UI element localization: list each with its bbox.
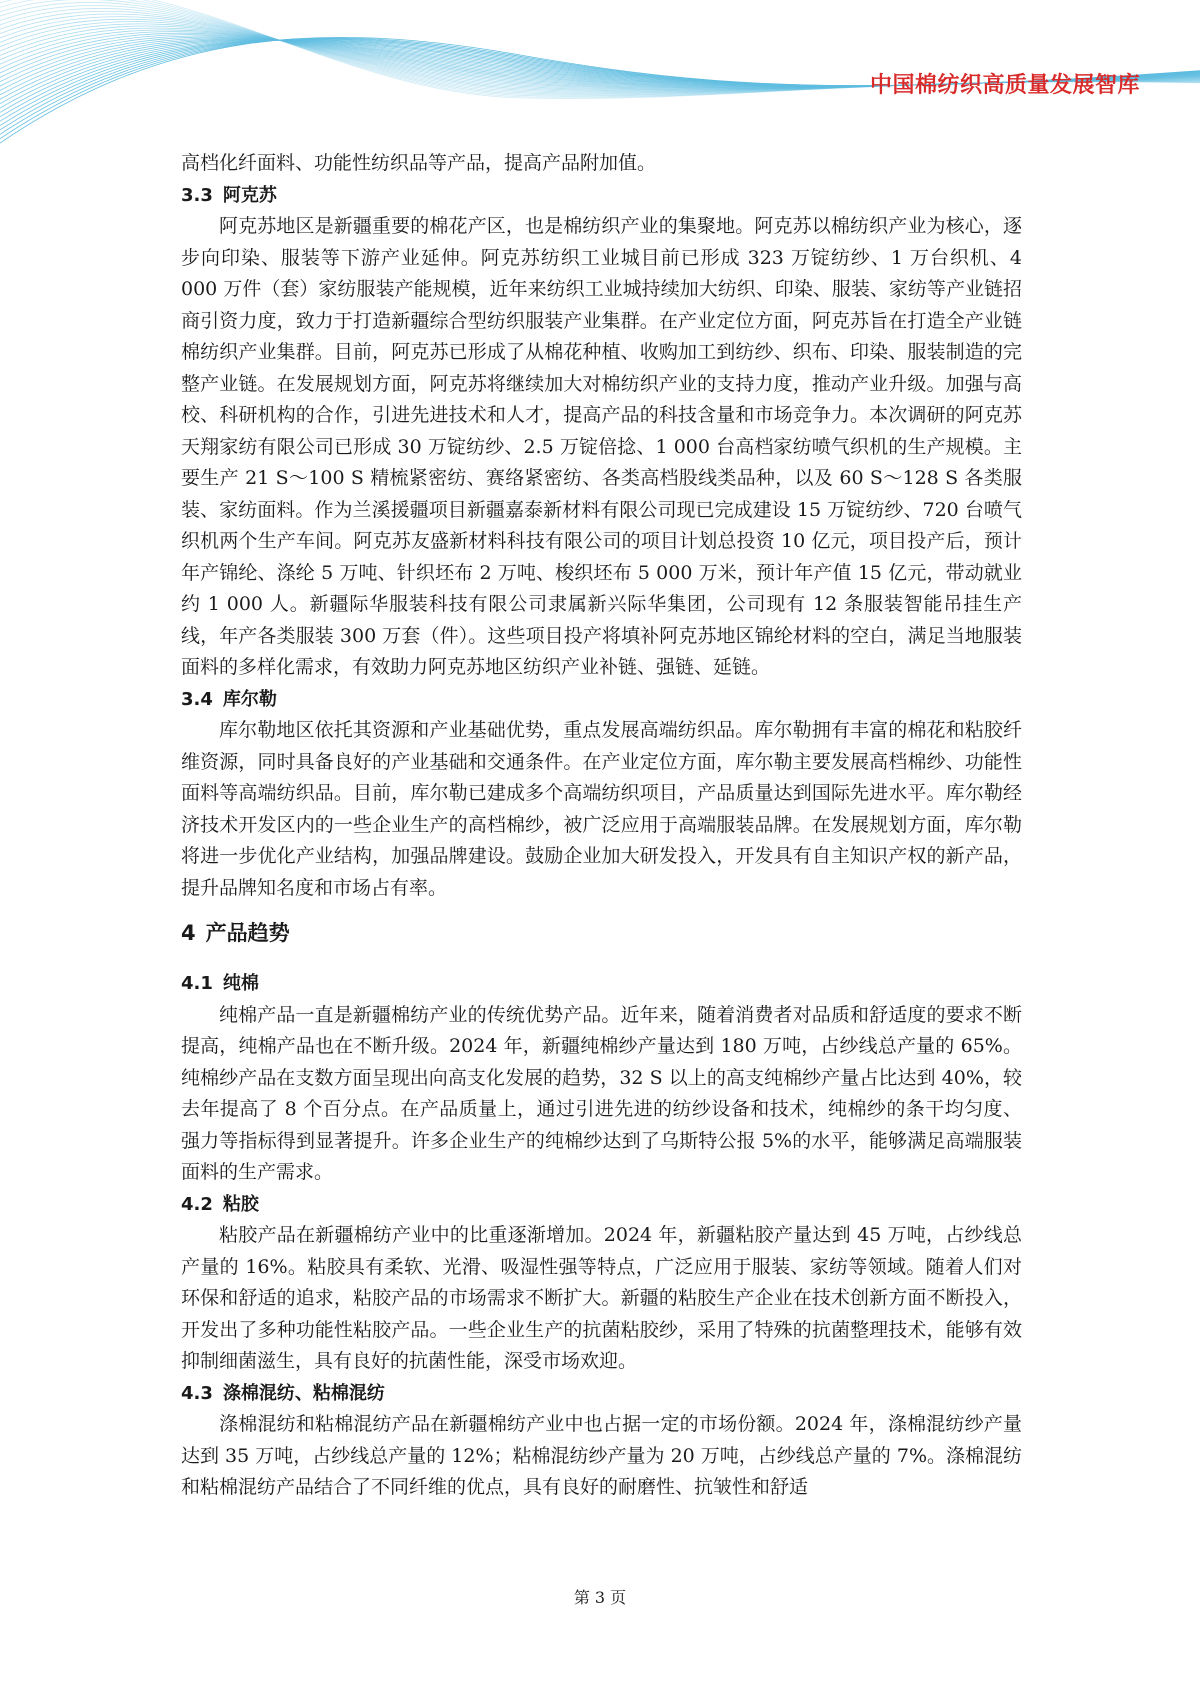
- section-number: 4.3: [181, 1382, 213, 1404]
- chapter-heading-4: [181, 916, 1022, 950]
- paragraph-pure-cotton: 纯棉产品一直是新疆棉纺产业的传统优势产品。近年来，随着消费者对品质和舒适度的要求不断提高，纯棉产品也在不断升级。2024 年，新疆纯棉纱产量达到 180 万吨，占纱线总产量的 65%。纯棉纱产品在支数方面呈现出向高支化发展的趋势，32 S 以上的高支纯棉纱产量占比达到 40%，较去年提高了 8 个百分点。在产品质量上，通过引进先进的纺纱设备和技术，纯棉纱的条干均匀度、强力等指标得到显著提升。许多企业生产的纯棉纱达到了乌斯特公报 5%的水平，能够满足高端服装面料的生产需求。: [181, 1003, 1022, 1183]
- section-title: 库尔勒: [222, 688, 277, 710]
- page-number: 第 3 页: [573, 1588, 627, 1607]
- paragraph-viscose: 粘胶产品在新疆棉纺产业中的比重逐渐增加。2024 年，新疆粘胶产量达到 45 万吨，占纱线总产量的 16%。粘胶具有柔软、光滑、吸湿性强等特点，广泛应用于服装、家纺等领域。随着人们对环保和舒适的追求，粘胶产品的市场需求不断扩大。新疆的粘胶生产企业在技术创新方面不断投入，开发出了多种功能性粘胶产品。一些企业生产的抗菌粘胶纱，采用了特殊的抗菌整理技术，能够有效抑制细菌滋生，具有良好的抗菌性能，深受市场欢迎。: [181, 1224, 1022, 1372]
- section-title: 粘胶: [222, 1193, 259, 1215]
- section-heading-3-3: [181, 180, 1022, 212]
- section-number: 4.2: [181, 1193, 213, 1215]
- section-number: 3.3: [181, 184, 213, 206]
- paragraph-blends: 涤棉混纺和粘棉混纺产品在新疆棉纺产业中也占据一定的市场份额。2024 年，涤棉混纺纱产量达到 35 万吨，占纱线总产量的 12%；粘棉混纺纱产量为 20 万吨，占纱线总产量的 7%。涤棉混纺和粘棉混纺产品结合了不同纤维的优点，具有良好的耐磨性、抗皱性和舒适: [181, 1413, 1022, 1498]
- paragraph-aksu: 阿克苏地区是新疆重要的棉花产区，也是棉纺织产业的集聚地。阿克苏以棉纺织产业为核心，逐步向印染、服装等下游产业延伸。阿克苏纺织工业城目前已形成 323 万锭纺纱、1 万台织机、4 000 万件（套）家纺服装产能规模，近年来纺织工业城持续加大纺织、印染、服装、家纺等产业链招商引资力度，致力于打造新疆综合型纺织服装产业集群。在产业定位方面，阿克苏旨在打造全产业链棉纺织产业集群。目前，阿克苏已形成了从棉花种植、收购加工到纺纱、织布、印染、服装制造的完整产业链。在发展规划方面，阿克苏将继续加大对棉纺织产业的支持力度，推动产业升级。加强与高校、科研机构的合作，引进先进技术和人才，提高产品的科技含量和市场竞争力。本次调研的阿克苏天翔家纺有限公司已形成 30 万锭纺纱、2.5 万锭倍捻、1 000 台高档家纺喷气织机的生产规模。主要生产 21 S～100 S 精梳紧密纺、赛络紧密纺、各类高档股线类品种，以及 60 S～128 S 各类服装、家纺面料。作为兰溪援疆项目新疆嘉泰新材料有限公司现已完成建设 15 万锭纺纱、720 台喷气织机两个生产车间。阿克苏友盛新材料科技有限公司的项目计划总投资 10 亿元，项目投产后，预计年产锦纶、涤纶 5 万吨、针织坯布 2 万吨、梭织坯布 5 000 万米，预计年产值 15 亿元，带动就业约 1 000 人。新疆际华服装科技有限公司隶属新兴际华集团，公司现有 12 条服装智能吊挂生产线，年产各类服装 300 万套（件）。这些项目投产将填补阿克苏地区锦纶材料的空白，满足当地服装面料的多样化需求，有效助力阿克苏地区纺织产业补链、强链、延链。: [181, 215, 1022, 678]
- paragraph-korla: 库尔勒地区依托其资源和产业基础优势，重点发展高端纺织品。库尔勒拥有丰富的棉花和粘胶纤维资源，同时具备良好的产业基础和交通条件。在产业定位方面，库尔勒主要发展高档棉纱、功能性面料等高端纺织品。目前，库尔勒已建成多个高端纺织项目，产品质量达到国际先进水平。库尔勒经济技术开发区内的一些企业生产的高档棉纱，被广泛应用于高端服装品牌。在发展规划方面，库尔勒将进一步优化产业结构，加强品牌建设。鼓励企业加大研发投入，开发具有自主知识产权的新产品，提升品牌知名度和市场占有率。: [181, 719, 1022, 899]
- page-body: [181, 148, 1022, 1504]
- section-title: 纯棉: [222, 973, 259, 994]
- section-number: 4.1: [181, 973, 213, 994]
- chapter-number: 4: [181, 921, 196, 945]
- intro-line: 高档化纤面料、功能性纺织品等产品，提高产品附加值。: [181, 152, 657, 174]
- section-heading-4-2: [181, 1189, 1022, 1221]
- section-heading-3-4: [181, 684, 1022, 716]
- section-title: 涤棉混纺、粘棉混纺: [222, 1382, 385, 1404]
- chapter-title: 产品趋势: [205, 921, 290, 945]
- section-number: 3.4: [181, 688, 213, 710]
- header-brand-title: 中国棉纺织高质量发展智库: [869, 73, 1140, 98]
- section-title: 阿克苏: [222, 184, 277, 206]
- section-heading-4-3: [181, 1378, 1022, 1410]
- section-heading-4-1: [181, 968, 1022, 1000]
